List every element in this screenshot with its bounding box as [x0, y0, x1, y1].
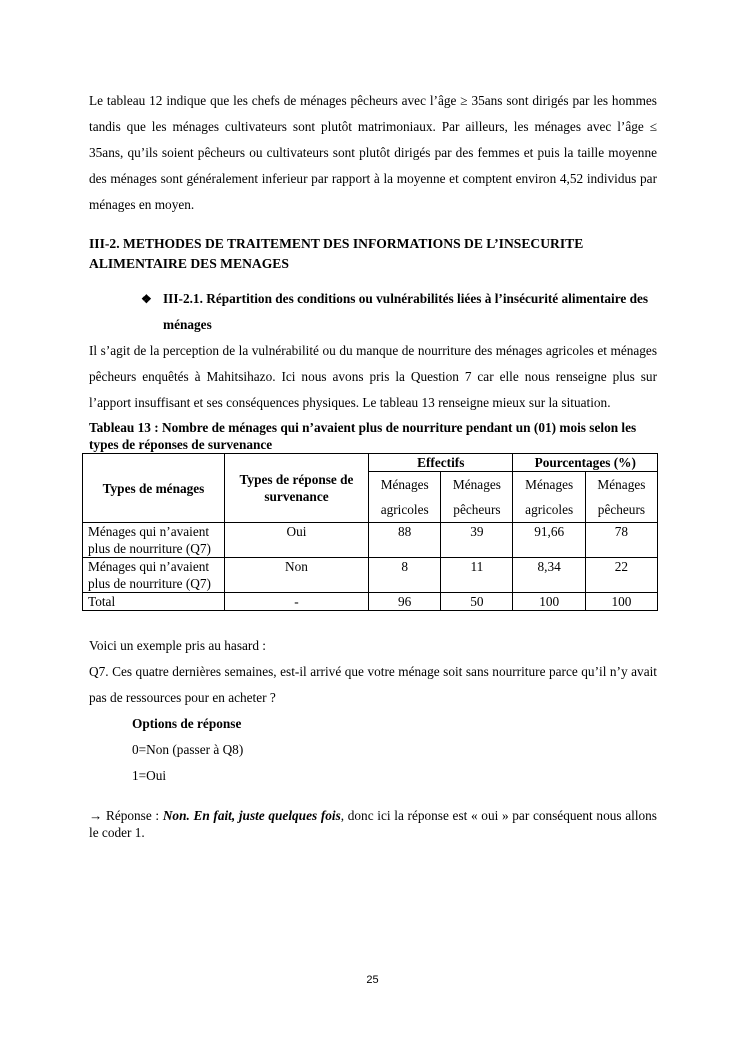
row-pct-agricoles: 100	[513, 593, 585, 611]
group-header-pourcentages: Pourcentages (%)	[513, 454, 658, 472]
example-block	[89, 633, 657, 789]
options-title: Options de réponse	[132, 716, 242, 731]
row-type: Ménages qui n’avaient plus de nourriture (Q7)	[83, 523, 225, 558]
example-question: Q7. Ces quatre dernières semaines, est-il arrivé que votre ménage soit sans nourriture parce qu’il n’y avait pas de ressources pour en acheter ?	[89, 664, 657, 705]
paragraph-tableau-12: Le tableau 12 indique que les chefs de ménages pêcheurs avec l’âge ≥ 35ans sont dirigés par les hommes tandis que les ménages cultivateurs sont plutôt matrimoniaux. Par ailleurs, les ménages avec l’âge ≤ 35ans, qu’ils soient pêcheurs ou cultivateurs sont plutôt dirigés par des femmes et puis la taille moyenne des ménages sont généralement inferieur par rapport à la moyenne et comptent environ 4,52 individus par ménages en moyen.	[89, 93, 657, 212]
subsection-title: III-2.1. Répartition des conditions ou vulnérabilités liées à l’insécurité alimentaire des ménages	[163, 291, 649, 332]
page-number: 25	[366, 974, 379, 986]
table-row-total	[83, 593, 658, 611]
paragraph-perception: Il s’agit de la perception de la vulnérabilité ou du manque de nourriture des ménages agricoles et ménages pêcheurs enquêtés à Mahitsihazo. Ici nous avons pris la Question 7 car elle nous renseigne plus sur l’apport insuffisant et ses conséquences physiques. Le tableau 13 renseigne mieux sur la situation.	[89, 343, 657, 410]
option-non: 0=Non (passer à Q8)	[132, 742, 244, 757]
answer-prefix: Réponse :	[102, 808, 163, 823]
row-eff-agricoles: 88	[369, 523, 441, 558]
col-header-types-menages: Types de ménages	[83, 454, 225, 523]
subsection-heading	[89, 286, 657, 338]
subheader-effectifs-agricoles: Ménages agricoles	[369, 472, 441, 523]
row-eff-pecheurs: 50	[441, 593, 513, 611]
row-type: Ménages qui n’avaient plus de nourriture (Q7)	[83, 558, 225, 593]
row-pct-pecheurs: 22	[585, 558, 657, 593]
answer-paragraph	[89, 807, 657, 841]
answer-emphasis: Non. En fait, juste quelques fois	[162, 808, 341, 823]
row-reponse: -	[225, 593, 369, 611]
table-13	[82, 453, 658, 611]
row-pct-agricoles: 91,66	[513, 523, 585, 558]
option-oui: 1=Oui	[132, 768, 167, 783]
row-reponse: Non	[225, 558, 369, 593]
row-eff-agricoles: 96	[369, 593, 441, 611]
subheader-effectifs-pecheurs: Ménages pêcheurs	[441, 472, 513, 523]
table-row	[83, 523, 658, 558]
row-eff-agricoles: 8	[369, 558, 441, 593]
example-intro: Voici un exemple pris au hasard :	[89, 638, 267, 653]
row-eff-pecheurs: 11	[441, 558, 513, 593]
row-pct-pecheurs: 100	[585, 593, 657, 611]
table-header-row-1	[83, 454, 658, 472]
row-reponse: Oui	[225, 523, 369, 558]
table-caption: Tableau 13 : Nombre de ménages qui n’avaient plus de nourriture pendant un (01) mois selon les types de réponses de survenance	[89, 420, 637, 452]
answer-suffix: , donc ici la réponse est « oui » par conséquent nous allons le coder 1.	[89, 808, 657, 840]
document-page	[89, 88, 657, 841]
arrow-right-icon: →	[89, 808, 103, 823]
subheader-pourcentages-pecheurs: Ménages pêcheurs	[585, 472, 657, 523]
row-pct-pecheurs: 78	[585, 523, 657, 558]
col-header-types-reponse: Types de réponse de survenance	[225, 454, 369, 523]
table-row	[83, 558, 658, 593]
row-type: Total	[83, 593, 225, 611]
section-heading: III-2. METHODES DE TRAITEMENT DES INFORMATIONS DE L’INSECURITE ALIMENTAIRE DES MENAGES	[89, 236, 584, 271]
row-eff-pecheurs: 39	[441, 523, 513, 558]
subheader-pourcentages-agricoles: Ménages agricoles	[513, 472, 585, 523]
group-header-effectifs: Effectifs	[369, 454, 513, 472]
row-pct-agricoles: 8,34	[513, 558, 585, 593]
diamond-bullet-icon: ❖	[141, 292, 152, 306]
